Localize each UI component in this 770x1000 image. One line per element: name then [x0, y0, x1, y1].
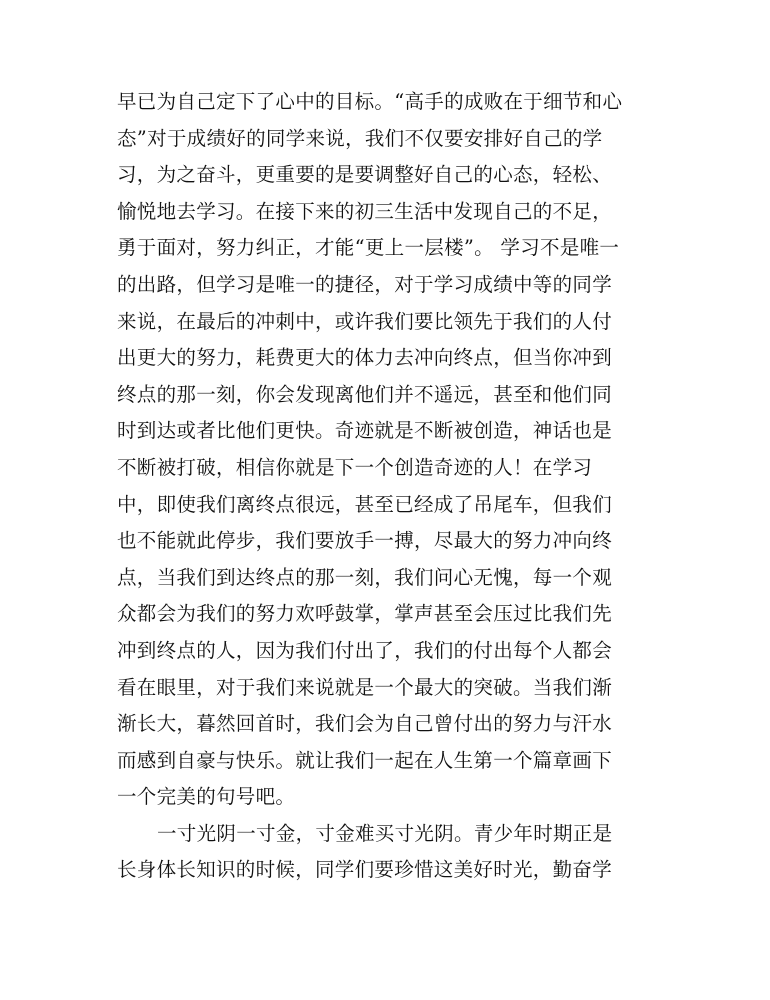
- text-line: 愉悦地去学习。在接下来的初三生活中发现自己的不足，: [117, 199, 613, 223]
- text-line: 一个完美的句号吧。: [117, 785, 296, 809]
- text-line: 态”对于成绩好的同学来说，我们不仅要安排好自己的学: [117, 126, 603, 150]
- text-line: 勇于面对，努力纠正，才能“更上一层楼”。 学习不是唯一: [117, 236, 620, 260]
- text-line: 看在眼里，对于我们来说就是一个最大的突破。当我们渐: [117, 675, 613, 699]
- text-line: 来说，在最后的冲刺中，或许我们要比领先于我们的人付: [117, 309, 613, 333]
- text-line: 众都会为我们的努力欢呼鼓掌，掌声甚至会压过比我们先: [117, 602, 613, 626]
- text-line: 时到达或者比他们更快。奇迹就是不断被创造，神话也是: [117, 419, 613, 443]
- document-body: [117, 84, 677, 889]
- text-line: 冲到终点的人，因为我们付出了，我们的付出每个人都会: [117, 638, 613, 662]
- text-line: 中，即使我们离终点很远，甚至已经成了吊尾车，但我们: [117, 492, 613, 516]
- text-line: 的出路，但学习是唯一的捷径，对于学习成绩中等的同学: [117, 272, 613, 296]
- text-line: 出更大的努力，耗费更大的体力去冲向终点，但当你冲到: [117, 346, 613, 370]
- text-line: 而感到自豪与快乐。就让我们一起在人生第一个篇章画下: [117, 748, 613, 772]
- text-line: 长身体长知识的时候，同学们要珍惜这美好时光，勤奋学: [117, 858, 613, 882]
- text-line: 习，为之奋斗，更重要的是要调整好自己的心态，轻松、: [117, 163, 613, 187]
- text-line: 终点的那一刻，你会发现离他们并不遥远，甚至和他们同: [117, 382, 613, 406]
- text-line: 早已为自己定下了心中的目标。“高手的成败在于细节和心: [117, 90, 623, 113]
- text-line: 点，当我们到达终点的那一刻，我们问心无愧，每一个观: [117, 565, 613, 589]
- text-line: 也不能就此停步，我们要放手一搏，尽最大的努力冲向终: [117, 529, 613, 553]
- text-line: 渐长大，暮然回首时，我们会为自己曾付出的努力与汗水: [117, 712, 613, 736]
- text-line: 不断被打破，相信你就是下一个创造奇迹的人！在学习: [117, 455, 593, 479]
- paragraph-start-line: 一寸光阴一寸金，寸金难买寸光阴。青少年时期正是: [157, 821, 613, 845]
